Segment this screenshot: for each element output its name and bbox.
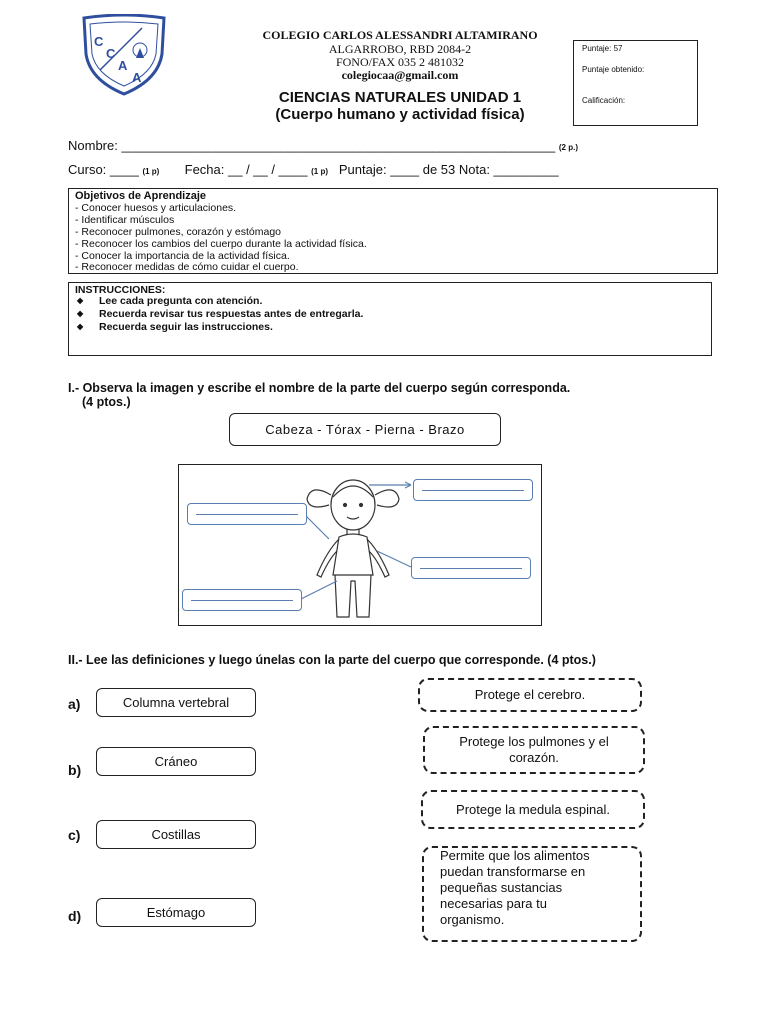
svg-text:A: A [132,70,142,85]
term-stomach[interactable]: Estómago [96,898,256,927]
definition-1[interactable]: Protege el cerebro. [418,678,642,712]
svg-text:C: C [106,46,116,61]
school-name: COLEGIO CARLOS ALESSANDRI ALTAMIRANO [262,28,538,42]
objectives-box [68,188,718,274]
answer-box-thorax[interactable] [187,503,307,525]
question-1: I.- Observa la imagen y escribe el nombre de la parte del cuerpo según corresponda. [68,381,571,395]
page-subtitle: (Cuerpo humano y actividad física) [275,106,525,123]
name-points: (2 p.) [558,143,578,152]
name-label: Nombre: ____________________________________________________________ [68,138,556,153]
definition-4-line: organismo. [440,912,505,927]
instructions-heading: INSTRUCCIONES: [75,284,166,296]
score-obtained-label: Puntaje obtenido: [582,65,645,74]
objective-item: - Reconocer los cambios del cuerpo durante la actividad física. [75,238,367,250]
page-title: CIENCIAS NATURALES UNIDAD 1 [278,89,522,106]
word-bank: Cabeza - Tórax - Pierna - Brazo [229,413,501,446]
score-box [573,40,698,126]
school-logo [80,14,168,96]
definition-4-line: pequeñas sustancias [440,880,563,895]
definition-4-line: necesarias para tu [440,896,547,911]
course-points: (1 p) [142,167,160,176]
school-address: ALGARROBO, RBD 2084-2 [328,42,472,56]
definition-2-line2: corazón. [509,750,559,765]
name-field[interactable] [68,138,578,153]
definition-4[interactable] [422,846,642,942]
definition-4-line: Permite que los alimentos [440,848,590,863]
letter-b: b) [68,762,82,778]
score-grade-field[interactable]: Puntaje: ____ de 53 Nota: _________ [338,162,559,177]
letter-c: c) [68,827,81,843]
answer-box-arm[interactable] [411,557,531,579]
term-column[interactable]: Columna vertebral [96,688,256,717]
letter-d: d) [68,908,82,924]
score-total: Puntaje: 57 [582,44,623,53]
objective-item: - Conocer la importancia de la actividad física. [75,250,290,262]
svg-text:A: A [118,58,128,73]
date-field[interactable]: Fecha: __ / __ / ____ [184,162,308,177]
question-2: II.- Lee las definiciones y luego únelas con la parte del cuerpo que corresponde. (4 ptos.) [68,653,596,667]
instructions-box [68,282,712,356]
answer-box-head[interactable] [413,479,533,501]
date-points: (1 p) [311,167,329,176]
grade-label: Calificación: [582,96,626,105]
school-email: colegiocaa@gmail.com [341,68,459,82]
objective-item: - Reconocer medidas de cómo cuidar el cuerpo. [75,261,299,273]
definition-2[interactable] [423,726,645,774]
svg-text:C: C [94,34,104,49]
instruction-item: ◆ Lee cada pregunta con atención. [99,295,262,307]
answer-box-leg[interactable] [182,589,302,611]
course-field[interactable]: Curso: ____ [68,162,139,177]
objective-item: - Reconocer pulmones, corazón y estómago [75,226,282,238]
term-skull[interactable]: Cráneo [96,747,256,776]
objective-item: - Conocer huesos y articulaciones. [75,202,237,214]
instruction-item: ◆ Recuerda revisar tus respuestas antes de entregarla. [99,308,363,320]
definition-2-line1: Protege los pulmones y el [459,734,609,749]
objective-item: - Identificar músculos [75,214,175,226]
body-figure [178,464,542,626]
instruction-item: ◆ Recuerda seguir las instrucciones. [99,321,273,333]
question-1-points: (4 ptos.) [82,395,131,409]
definition-4-line: puedan transformarse en [440,864,586,879]
school-phone: FONO/FAX 035 2 481032 [335,55,465,69]
term-ribs[interactable]: Costillas [96,820,256,849]
objectives-heading: Objetivos de Aprendizaje [75,190,207,202]
letter-a: a) [68,696,81,712]
definition-3[interactable]: Protege la medula espinal. [421,790,645,829]
course-row [68,162,559,177]
